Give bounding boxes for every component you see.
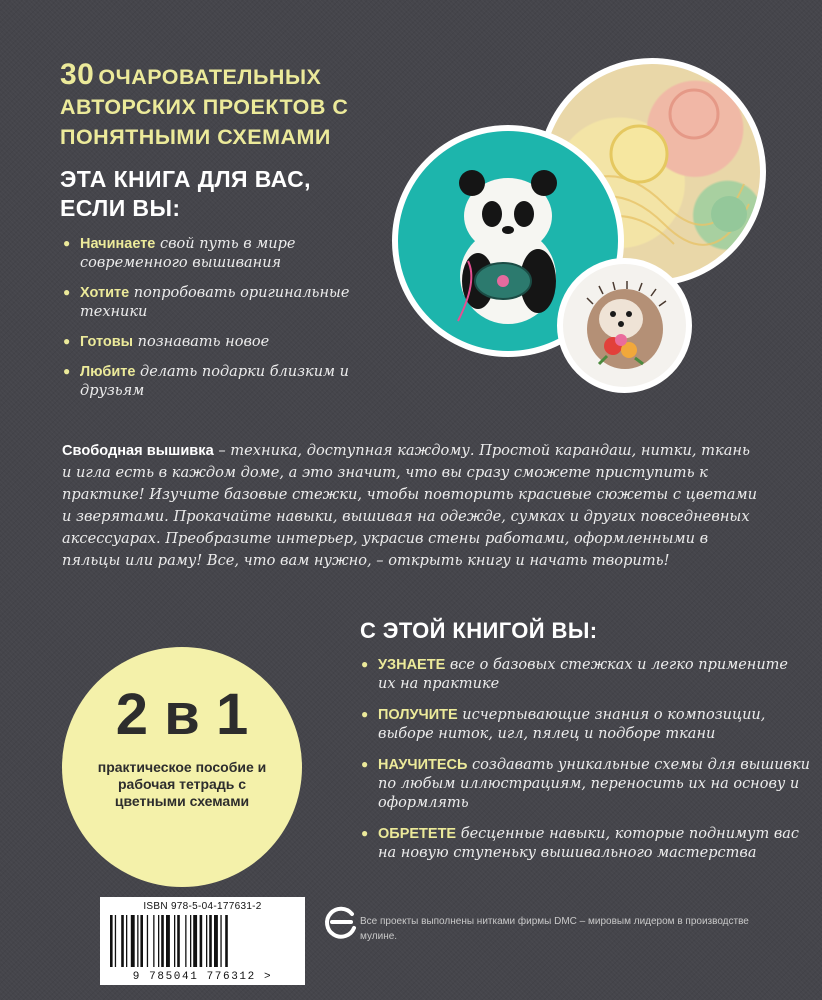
barcode-bar: [110, 915, 113, 967]
barcode-bar: [209, 915, 212, 967]
list-item: • Хотите попробовать оригинальные техники: [62, 284, 362, 322]
list-item: • НАУЧИТЕСЬ создавать уникальные схемы для вышивки по любым иллюстрациям, перенoсить их на основу и оформлять: [360, 756, 810, 813]
barcode-bar: [214, 915, 218, 967]
list-item: • Любите делать подарки близким и друзьям: [62, 363, 362, 401]
barcode-bar: [153, 915, 154, 967]
barcode-bar: [166, 915, 170, 967]
benefits-list: [360, 656, 810, 875]
barcode-bar: [115, 915, 116, 967]
barcode-bar: [137, 915, 138, 967]
headline: [60, 60, 400, 152]
barcode-digits: 9 785041 776312 >: [132, 971, 273, 983]
barcode-bar: [225, 915, 228, 967]
isbn-text: ISBN 978-5-04-177631-2: [143, 901, 262, 912]
barcode-bar: [177, 915, 180, 967]
barcode-bar: [147, 915, 148, 967]
barcode-bar: [193, 915, 197, 967]
barcode: [100, 897, 305, 985]
list-item: • Начинаете свой путь в мире современного вышивания: [62, 235, 362, 273]
barcode-bar: [174, 915, 175, 967]
barcode-bar: [126, 915, 127, 967]
barcode-bar: [200, 915, 203, 967]
audience-list: [62, 235, 362, 412]
subhead: ЭТА КНИГА ДЛЯ ВАС, ЕСЛИ ВЫ:: [60, 166, 311, 221]
description: Свободная вышивка – техника, доступная каждому. Простой карандаш, нитки, ткань и игла есть в каждом доме, а это значит, что вы сразу сможете приступить к практике! Изучите базовые стежки, чтобы повторить красивые сюжеты с цветами и зверятами. Прокачайте навыки, вышивая на одежде, сумках и других повседневных аксессуарах. Преобразите интерьер, украсив стены работами, оформленными в пяльцы или раму! Все, что вам нужно, – открыть книгу и начать творить!: [62, 442, 757, 569]
two-in-one-badge: [62, 647, 302, 887]
badge-text: практическое пособие и рабочая тетрадь с цветными схемами: [97, 759, 267, 809]
barcode-bar: [190, 915, 191, 967]
hedgehog-embroidery-photo: [557, 258, 692, 393]
barcode-bar: [140, 915, 143, 967]
list-item: • Готовы познавать новое: [62, 333, 362, 352]
barcode-bar: [161, 915, 164, 967]
barcode-bar: [206, 915, 207, 967]
barcode-bar: [131, 915, 135, 967]
barcode-bar: [158, 915, 159, 967]
headline-number: 30: [60, 58, 95, 91]
barcode-bar: [121, 915, 124, 967]
list-item: • ПОЛУЧИТЕ исчерпывающие знания о композиции, выборе ниток, игл, пялец и подборе ткани: [360, 706, 810, 744]
benefits-heading: С ЭТОЙ КНИГОЙ ВЫ:: [360, 618, 598, 643]
badge-title: 2 в 1: [115, 682, 249, 747]
barcode-bar: [220, 915, 221, 967]
list-item: • УЗНАЕТЕ все о базовых стежках и легко примените их на практике: [360, 656, 810, 694]
publisher-logo-icon: [318, 900, 362, 944]
barcode-bar: [185, 915, 186, 967]
footnote: Все проекты выполнены нитками фирмы DMC – мировым лидером в производстве мулине.: [360, 916, 749, 942]
hedgehog-illustration: [563, 264, 686, 387]
list-item: • ОБРЕТЕТЕ бесценные навыки, которые поднимут вас на новую ступеньку вышивального мастерства: [360, 825, 810, 863]
barcode-bars: [108, 915, 297, 967]
headline-text: ОЧАРОВАТЕЛЬНЫХ АВТОРСКИХ ПРОЕКТОВ С ПОНЯТНЫМИ СХЕМАМИ: [60, 65, 349, 149]
